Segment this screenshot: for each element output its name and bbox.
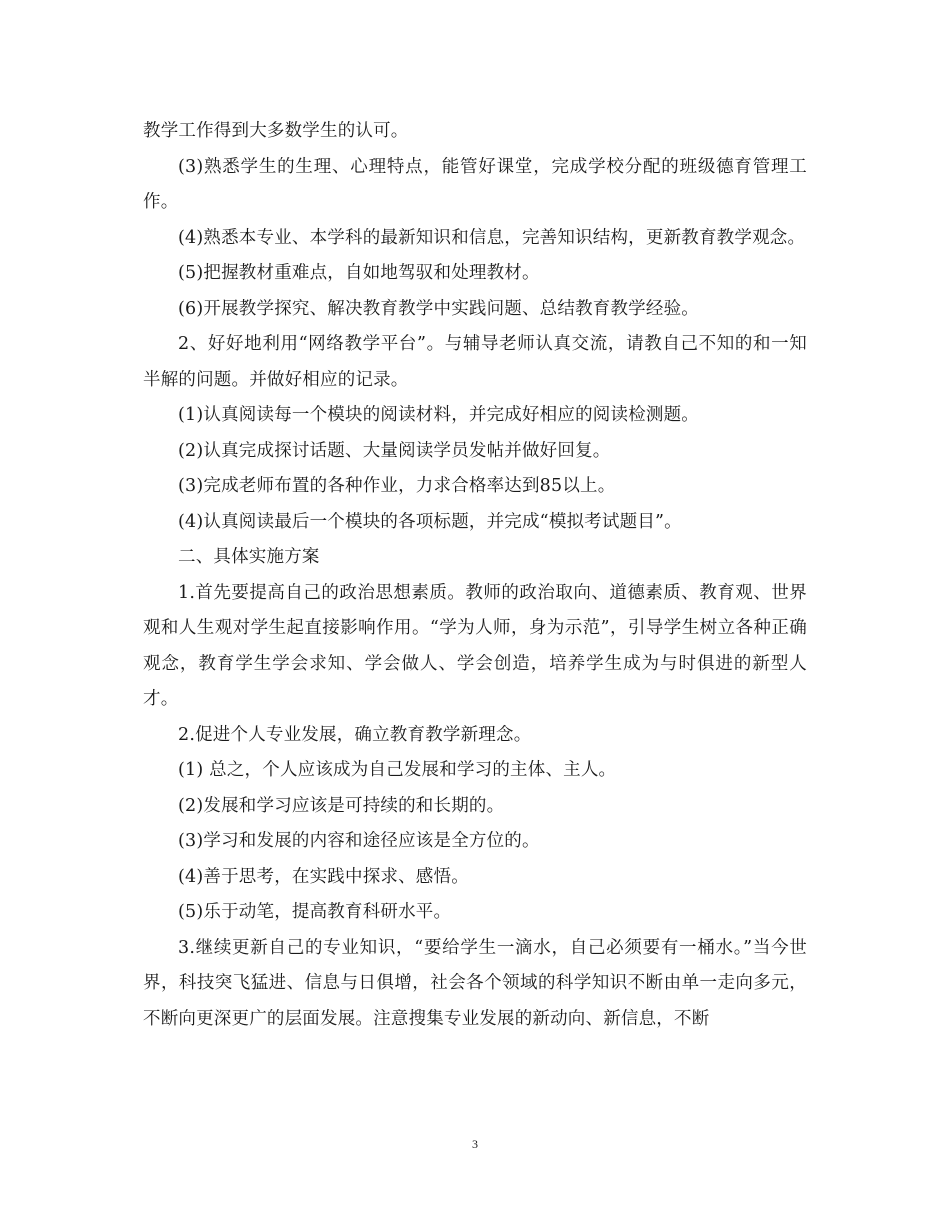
- page-number: 3: [472, 1137, 478, 1151]
- paragraph: (3)完成老师布置的各种作业，力求合格率达到85以上。: [178, 476, 616, 496]
- paragraph: 3.继续更新自己的专业知识，“要给学生一滴水，自己必须要有一桶水。”当今世界，科技突飞猛进、信息与日俱增，社会各个领域的科学知识不断由单一走向多元，不断向更深更广的层面发展。注意搜集专业发展的新动向、新信息，不断: [143, 937, 807, 1029]
- paragraph: (1) 总之，个人应该成为自己发展和学习的主体、主人。: [178, 760, 617, 780]
- paragraph: (2)认真完成探讨话题、大量阅读学员发帖并做好回复。: [178, 440, 611, 461]
- section-heading: 二、具体实施方案: [178, 547, 320, 567]
- paragraph: (4)认真阅读最后一个模块的各项标题，并完成“模拟考试题目”。: [178, 511, 682, 532]
- body-text: [143, 114, 807, 1037]
- paragraph: 教学工作得到大多数学生的认可。: [143, 121, 409, 141]
- paragraph: (3)学习和发展的内容和途径应该是全方位的。: [178, 831, 540, 851]
- paragraph: (6)开展教学探究、解决教育教学中实践问题、总结教育教学经验。: [178, 298, 699, 319]
- paragraph: (5)乐于动笔，提高教育科研水平。: [178, 902, 452, 922]
- paragraph: 1.首先要提高自己的政治思想素质。教师的政治取向、道德素质、教育观、世界观和人生观对学生起直接影响作用。“学为人师，身为示范”，引导学生树立各种正确观念，教育学生学会求知、学会做人、学会创造，培养学生成为与时俱进的新型人才。: [143, 582, 807, 709]
- paragraph: 2.促进个人专业发展，确立教育教学新理念。: [178, 724, 532, 745]
- paragraph: (3)熟悉学生的生理、心理特点，能管好课堂，完成学校分配的班级德育管理工作。: [143, 156, 807, 212]
- paragraph: (2)发展和学习应该是可持续的和长期的。: [178, 795, 505, 816]
- paragraph: (4)善于思考，在实践中探求、感悟。: [178, 866, 469, 887]
- paragraph: (1)认真阅读每一个模块的阅读材料，并完成好相应的阅读检测题。: [178, 405, 699, 425]
- paragraph: 2、好好地利用“网络教学平台”。与辅导老师认真交流，请教自己不知的和一知半解的问题。并做好相应的记录。: [143, 334, 807, 390]
- paragraph: (4)熟悉本专业、本学科的最新知识和信息，完善知识结构，更新教育教学观念。: [178, 227, 806, 248]
- paragraph: (5)把握教材重难点，自如地驾驭和处理教材。: [178, 263, 540, 283]
